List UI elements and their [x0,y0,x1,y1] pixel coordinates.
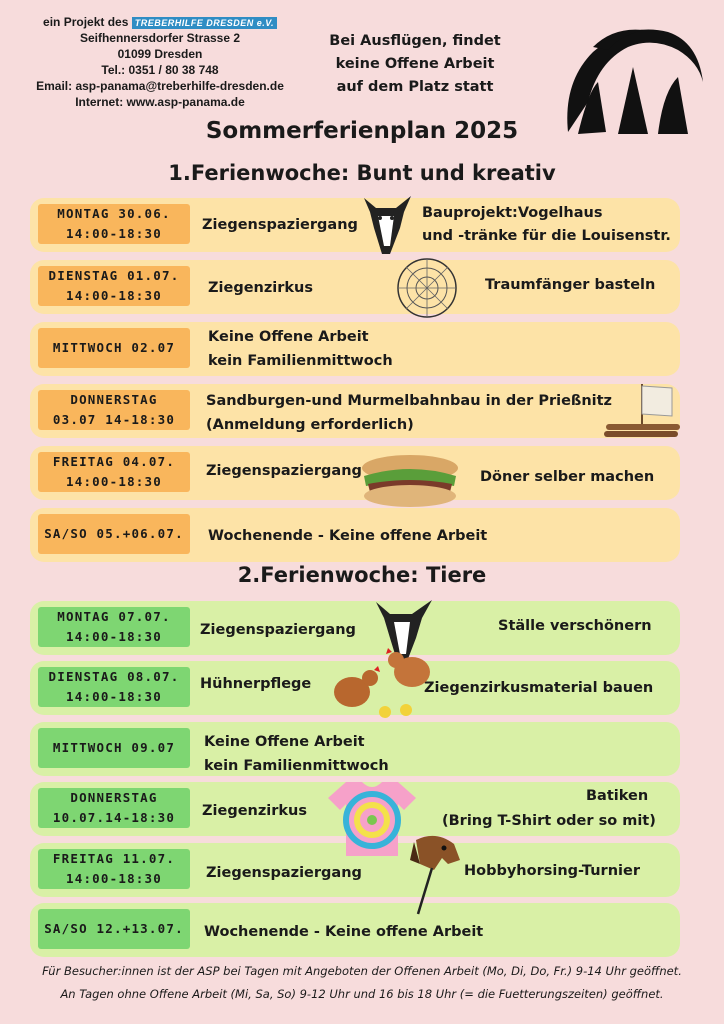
activity: (Anmeldung erforderlich) [206,417,414,433]
activity: Hühnerpflege [200,676,312,692]
day-name: MONTAG 07.07. [57,609,171,624]
activity: (Bring T-Shirt oder so mit) [442,813,656,829]
raft-icon [602,380,682,444]
day-time: 14:00-18:30 [66,629,162,644]
activity: Batiken [586,788,649,804]
day-label [38,607,190,647]
org-brand: TREBERHILFE DRESDEN e.V. [132,17,277,29]
schedule-row [30,446,680,500]
day-label [38,728,190,768]
day-name: SA/SO 05.+06.07. [44,526,184,541]
activity: Ziegenspaziergang [206,865,362,881]
week1-heading: 1.Ferienwoche: Bunt und kreativ [168,161,556,185]
day-time: 14:00-18:30 [66,226,162,241]
day-label [38,390,190,430]
project-prefix: ein Projekt des [43,15,129,29]
week2-heading: 2.Ferienwoche: Tiere [237,563,487,587]
day-label [38,849,190,889]
day-name: MITTWOCH 09.07 [52,740,176,755]
website: Internet: www.asp-panama.de [75,95,245,109]
phone: Tel.: 0351 / 80 38 748 [101,63,219,77]
day-name: FREITAG 11.07. [52,851,176,866]
activity: Ziegenzirkus [202,803,308,819]
schedule-row [30,198,680,252]
activity: kein Familienmittwoch [208,353,393,369]
activity: Döner selber machen [480,469,655,485]
street: Seifhennersdorfer Strasse 2 [79,31,241,45]
activity: Ziegenzirkus [208,280,314,296]
day-name: DIENSTAG 01.07. [48,268,180,283]
day-time: 14:00-18:30 [66,689,162,704]
activity: Hobbyhorsing-Turnier [464,863,640,879]
activity: Ziegenspaziergang [200,622,356,638]
chicken-icon [330,642,440,724]
day-time: 03.07 14-18:30 [52,412,176,427]
day-time: 10.07.14-18:30 [52,810,176,825]
footer-line: An Tagen ohne Offene Arbeit (Mi, Sa, So) 9-12 Uhr und 16 bis 18 Uhr (= die Fuetterungszeiten) geöffnet. [60,987,664,1001]
city: 01099 Dresden [117,47,203,61]
activity: Keine Offene Arbeit [204,734,365,750]
activity: Traumfänger basteln [485,277,656,293]
activity: Keine Offene Arbeit [208,329,369,345]
activity: Wochenende - Keine offene Arbeit [204,924,484,940]
day-time: 14:00-18:30 [66,871,162,886]
day-name: FREITAG 04.07. [52,454,176,469]
org-address [20,14,300,110]
day-name: MONTAG 30.06. [57,206,171,221]
schedule-row [30,903,680,957]
day-label [38,788,190,828]
schedule-row [30,508,680,562]
activity: Ställe verschönern [498,618,652,634]
activity: Ziegenspaziergang [206,463,362,479]
opening-hours-note [20,960,704,1006]
activity: Ziegenzirkusmaterial bauen [424,680,654,696]
schedule-row [30,322,680,376]
day-label [38,452,190,492]
footer-line: Für Besucher:innen ist der ASP bei Tagen mit Angeboten der Offenen Arbeit (Mo, Di, Do, Fr.) 9-14 Uhr geöffnet. [42,964,682,978]
day-time: 14:00-18:30 [66,474,162,489]
day-name: DONNERSTAG [70,790,158,805]
activity: kein Familienmittwoch [204,758,389,774]
day-name: DIENSTAG 08.07. [48,669,180,684]
activity: Sandburgen-und Murmelbahnbau in der Prießnitz [206,393,612,409]
day-label [38,667,190,707]
activity: Bauprojekt:Vogelhaus [422,205,603,221]
goat-icon [356,188,416,260]
day-label [38,204,190,244]
day-label [38,514,190,554]
day-name: DONNERSTAG [70,392,158,407]
day-time: 14:00-18:30 [66,288,162,303]
schedule-row [30,384,680,438]
schedule-row [30,260,680,314]
day-label [38,266,190,306]
day-name: SA/SO 12.+13.07. [44,921,184,936]
hobbyhorse-icon [406,830,466,916]
notice-line: auf dem Platz statt [336,79,494,95]
schedule-row [30,722,680,776]
doner-icon [358,452,462,510]
page-title: Sommerferienplan 2025 [205,118,519,144]
day-label [38,909,190,949]
activity: Ziegenspaziergang [202,217,358,233]
notice-line: keine Offene Arbeit [335,56,495,72]
dreamcatcher-icon [392,256,462,320]
excursion-notice [320,30,510,99]
notice-line: Bei Ausflügen, findet [329,33,501,49]
day-name: MITTWOCH 02.07 [52,340,176,355]
day-label [38,328,190,368]
activity: Wochenende - Keine offene Arbeit [208,528,488,544]
email: Email: asp-panama@treberhilfe-dresden.de [36,79,284,93]
activity: und -tränke für die Louisenstr. [422,228,671,244]
tshirt-icon [326,778,418,858]
